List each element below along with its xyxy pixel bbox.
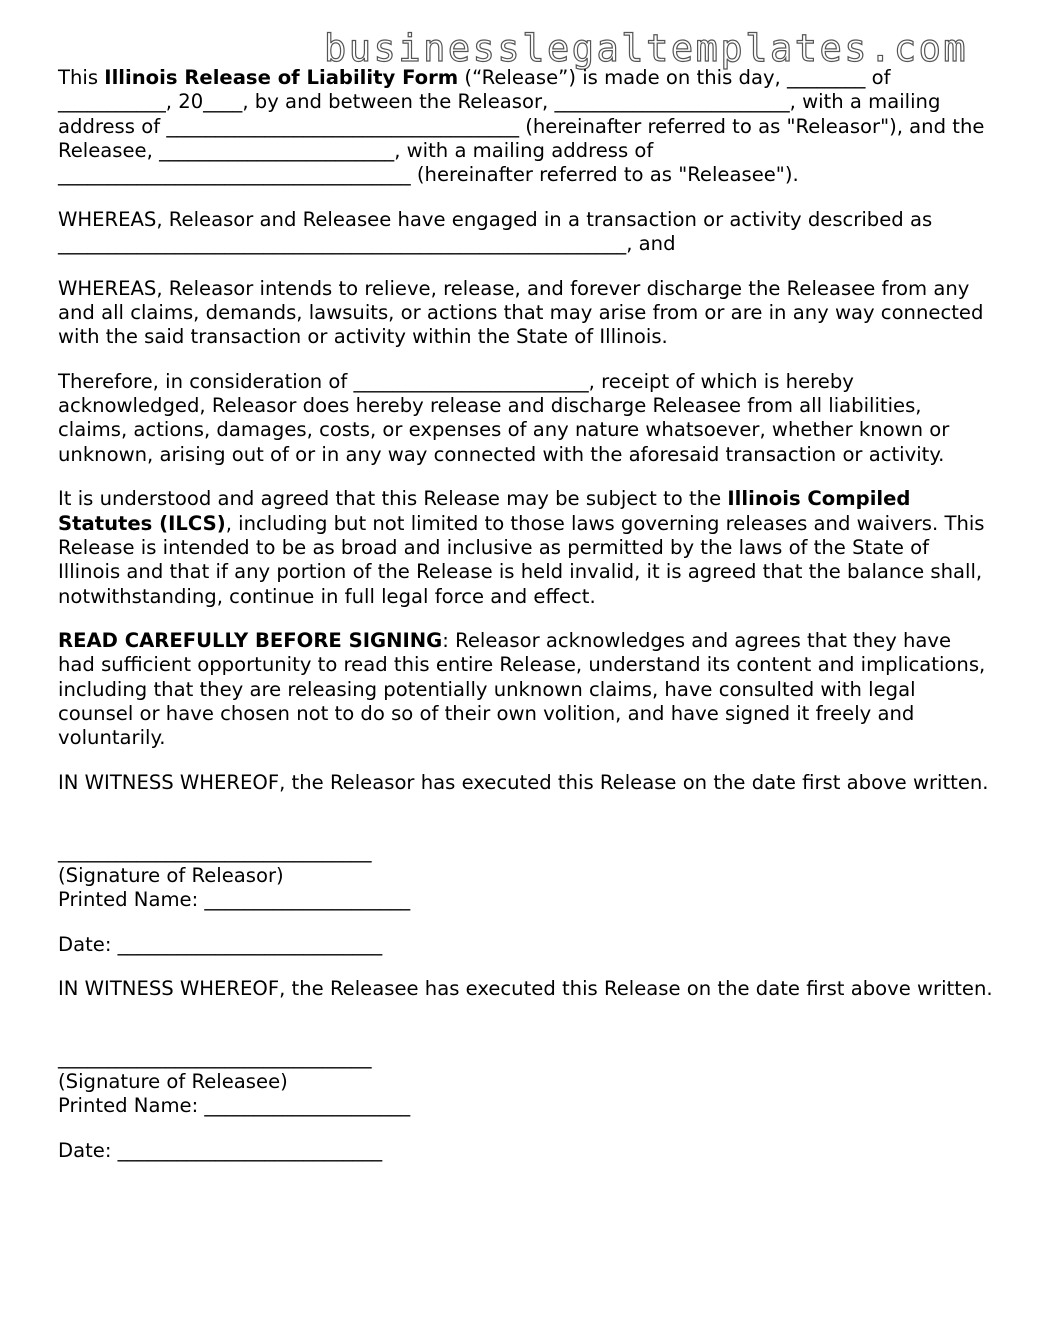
releasor-signature-line[interactable]: ________________________________ xyxy=(58,839,372,863)
intro-paragraph xyxy=(58,66,993,187)
statutes-text-rest: , including but not limited to those laws governing releases and waivers. This Release is intended to be as broad and inclusive as permitted by the laws of the State of Illinois and that if any portion of the Release is held invalid, it is agreed that the balance shall, notwithstanding, continue in full legal force and effect. xyxy=(58,511,985,608)
releasee-date-field[interactable]: Date: ___________________________ xyxy=(58,1139,383,1163)
statutes-paragraph xyxy=(58,487,993,608)
releasor-signature-label: (Signature of Releasor) xyxy=(58,863,284,887)
read-carefully-text: : Releasor acknowledges and agrees that they have had sufficient opportunity to read this entire Release, understand its content and implications, including that they are releasing potentially unknown claims, have consulted with legal counsel or have chosen not to do so of their own volition, and have signed it freely and voluntarily. xyxy=(58,629,986,750)
statutes-text-start: It is understood and agreed that this Release may be subject to the xyxy=(58,487,728,511)
releasor-signature-block xyxy=(58,840,993,913)
releasor-printed-name-field[interactable]: Printed Name: _____________________ xyxy=(58,888,411,912)
watermark: businesslegaltemplates.com xyxy=(324,27,969,70)
whereas-paragraph-2: WHEREAS, Releasor intends to relieve, release, and forever discharge the Releasee from any and all claims, demands, lawsuits, or actions that may arise from or are in any way connected with the said transaction or activity within the State of Illinois. xyxy=(58,276,984,349)
document-title: Illinois Release of Liability Form xyxy=(104,66,459,89)
statutes-bold: Illinois Compiled Statutes (ILCS) xyxy=(58,487,911,535)
releasee-signature-line[interactable]: ________________________________ xyxy=(58,1045,372,1069)
releasee-witness-statement: IN WITNESS WHEREOF, the Releasee has executed this Release on the date first above written. xyxy=(58,977,993,1001)
read-carefully-paragraph xyxy=(58,629,993,750)
intro-text-rest: (“Release”) is made on this day, ________ of ___________, 20____, by and between the Releasor, ________________________, with a mailing address of ____________________________________ (hereinafter referred to as "Releasor"), and the Releasee, ________________________, with a mailing address of ____________________________________ (hereinafter referred to as "Releasee"). xyxy=(58,66,985,187)
releasee-signature-label: (Signature of Releasee) xyxy=(58,1070,288,1094)
therefore-paragraph: Therefore, in consideration of ________________________, receipt of which is hereby acknowledged, Releasor does hereby release and discharge Releasee from all liabilities, claims, actions, damages, costs, or expenses of any nature whatsoever, whether known or unknown, arising out of or in any way connected with the aforesaid transaction or activity. xyxy=(58,369,950,466)
read-carefully-heading: READ CAREFULLY BEFORE SIGNING xyxy=(58,629,443,653)
intro-text-start: This xyxy=(58,66,105,89)
document-body xyxy=(58,66,993,1184)
releasor-witness-statement: IN WITNESS WHEREOF, the Releasor has executed this Release on the date first above written. xyxy=(58,770,989,794)
releasee-signature-block xyxy=(58,1046,993,1119)
releasor-date-field[interactable]: Date: ___________________________ xyxy=(58,932,383,956)
releasee-printed-name-field[interactable]: Printed Name: _____________________ xyxy=(58,1094,411,1118)
whereas-paragraph-1: WHEREAS, Releasor and Releasee have engaged in a transaction or activity described as __________________________________________________________, and xyxy=(58,207,933,256)
